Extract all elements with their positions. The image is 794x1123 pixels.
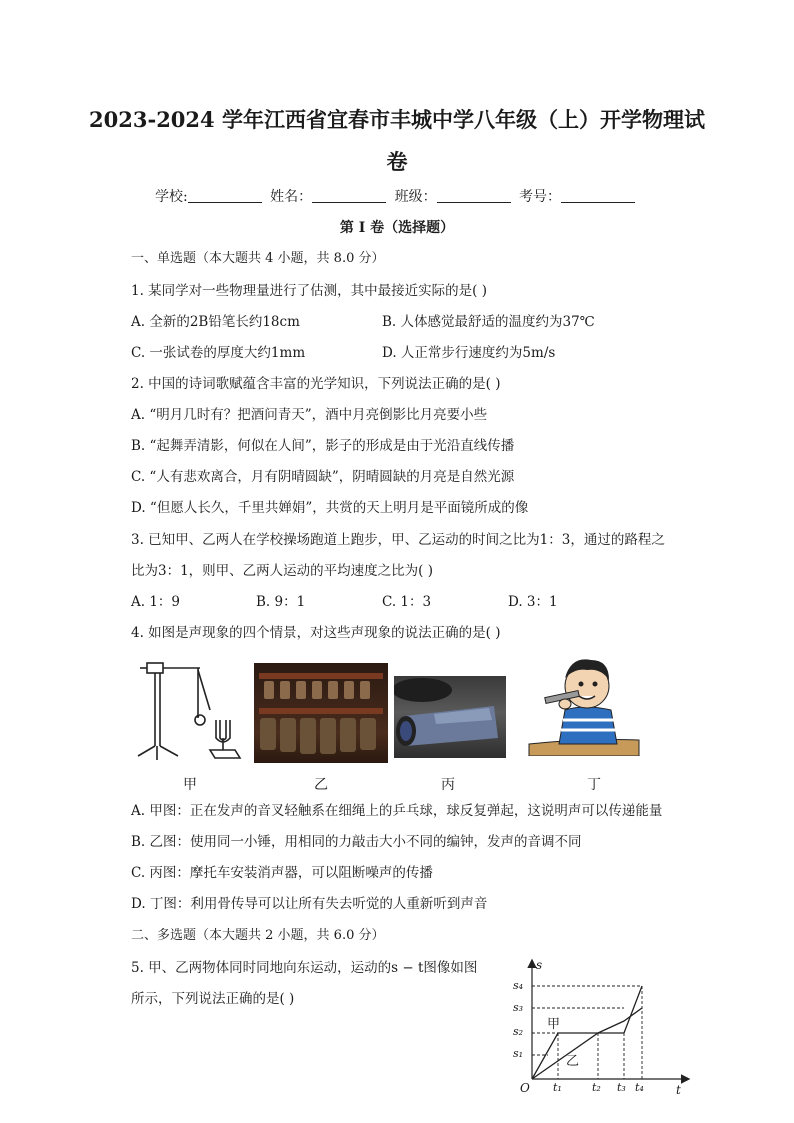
q3-stem-line1: 3. 已知甲、乙两人在学校操场跑道上跑步，甲、乙运动的时间之比为1：3，通过的路程之 [131, 532, 665, 548]
q2-option-c: C. “人有悲欢离合，月有阴晴圆缺”，阴晴圆缺的月亮是自然光源 [131, 469, 515, 485]
x-tick-t1: t₁ [553, 1081, 562, 1094]
class-label: 班级： [394, 189, 437, 205]
y-tick-s1: s₁ [513, 1047, 524, 1060]
series-label-yi: 乙 [566, 1054, 580, 1069]
bone-conduction-figure [525, 648, 643, 756]
x-tick-t2: t₂ [592, 1081, 601, 1094]
origin-label: O [520, 1081, 530, 1095]
q2-option-b: B. “起舞弄清影，何似在人间”，影子的形成是由于光沿直线传播 [131, 438, 515, 454]
x-tick-t4: t₄ [635, 1081, 644, 1094]
number-label: 考号： [519, 189, 562, 205]
chime-bells-photo [254, 663, 388, 763]
q1-option-c: C. 一张试卷的厚度大约1mm [131, 345, 306, 361]
q4-option-b: B. 乙图：使用同一小锤，用相同的力敲击大小不同的编钟，发声的音调不同 [131, 834, 582, 850]
q5-stem-line1: 5. 甲、乙两物体同时同地向东运动，运动的s − t图像如图 [131, 960, 478, 976]
q2-option-d: D. “但愿人长久，千里共婵娟”，共赏的天上明月是平面镜所成的像 [131, 500, 529, 516]
y-tick-s4: s₄ [513, 979, 524, 992]
q4-option-c: C. 丙图：摩托车安装消声器，可以阻断噪声的传播 [131, 865, 433, 881]
q4-option-d: D. 丁图：利用骨传导可以让所有失去听觉的人重新听到声音 [131, 896, 488, 912]
q3-option-c: C. 1：3 [382, 594, 432, 610]
q1-stem: 1. 某同学对一些物理量进行了估测，其中最接近实际的是( ) [131, 283, 487, 299]
q1-option-b: B. 人体感觉最舒适的温度约为37℃ [382, 314, 595, 330]
school-label: 学校: [154, 189, 188, 205]
number-blank[interactable] [561, 188, 635, 203]
figure-caption-jia: 甲 [183, 777, 197, 793]
name-label: 姓名： [270, 189, 313, 205]
figure-caption-ding: 丁 [587, 777, 601, 793]
q2-option-a: A. “明月几时有？把酒问青天”，酒中月亮倒影比月亮要小些 [131, 407, 488, 423]
tuning-fork-figure [130, 658, 245, 766]
series-label-jia: 甲 [547, 1017, 561, 1032]
y-axis-label: s [536, 958, 543, 972]
figure-caption-yi: 乙 [314, 777, 328, 793]
q4-stem: 4. 如图是声现象的四个情景，对这些声现象的说法正确的是( ) [131, 625, 501, 641]
y-tick-s2: s₂ [513, 1025, 524, 1038]
q2-stem: 2. 中国的诗词歌赋蕴含丰富的光学知识，下列说法正确的是( ) [131, 376, 501, 392]
part-title: 第 I 卷（选择题） [339, 220, 455, 236]
name-blank[interactable] [312, 188, 386, 203]
q4-option-a: A. 甲图：正在发声的音叉轻触系在细绳上的乒乓球，球反复弹起，这说明声可以传递能量 [131, 803, 663, 819]
exam-title-line1: 2023-2024 学年江西省宜春市丰城中学八年级（上）开学物理试 [89, 107, 705, 132]
s-t-graph [508, 955, 693, 1100]
q3-option-a: A. 1：9 [131, 594, 181, 610]
school-blank[interactable] [188, 188, 262, 203]
section2-heading: 二、多选题（本大题共 2 小题，共 6.0 分） [131, 928, 385, 943]
figure-caption-bing: 丙 [441, 777, 455, 793]
q3-stem-line2: 比为3：1，则甲、乙两人运动的平均速度之比为( ) [131, 563, 434, 579]
q3-option-b: B. 9：1 [256, 594, 306, 610]
q5-stem-line2: 所示，下列说法正确的是( ) [131, 991, 295, 1007]
section1-heading: 一、单选题（本大题共 4 小题，共 8.0 分） [131, 251, 385, 266]
class-blank[interactable] [437, 188, 511, 203]
q3-option-d: D. 3：1 [508, 594, 558, 610]
q1-option-a: A. 全新的2B铅笔长约18cm [131, 314, 300, 330]
student-info-row [0, 186, 794, 206]
exam-title-line2: 卷 [386, 149, 408, 174]
muffler-photo [394, 676, 506, 758]
y-tick-s3: s₃ [513, 1001, 524, 1014]
series-jia-line [532, 986, 642, 1079]
x-axis-label: t [676, 1083, 681, 1097]
q1-option-d: D. 人正常步行速度约为5m/s [382, 345, 556, 361]
x-tick-t3: t₃ [617, 1081, 626, 1094]
